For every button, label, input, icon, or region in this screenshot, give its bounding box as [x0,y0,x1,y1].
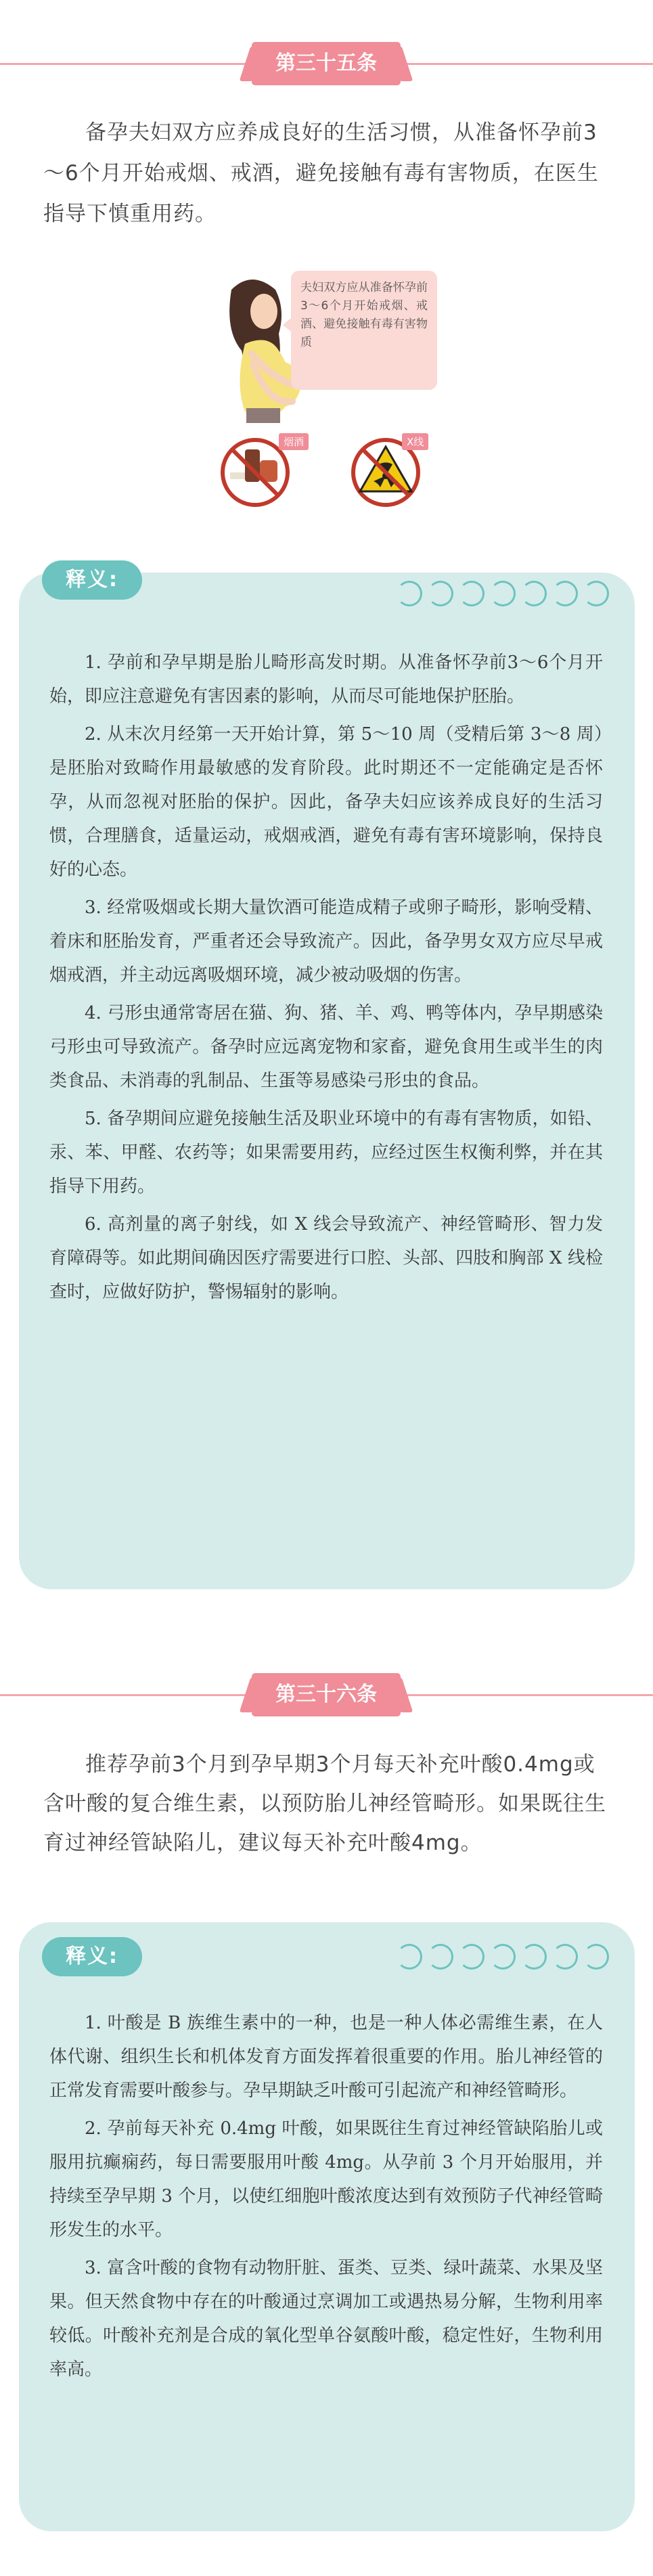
interpretation-paragraph: 3. 经常吸烟或长期大量饮酒可能造成精子或卵子畸形，影响受精、着床和胚胎发育，严重者还会导致流产。因此，备孕男女双方应尽早戒烟戒酒，并主动远离吸烟环境，减少被动吸烟的伤害。 [49,897,603,985]
interpretation-body [49,646,603,1313]
tag-divider-right [401,1694,653,1696]
article-36-interpretation-box [19,1922,635,2531]
speech-bubble: 夫妇双方应从准备怀孕前3～6个月开始戒烟、戒酒、避免接触有毒有害物质 [291,271,437,390]
article-36-title: 第三十六条 [252,1673,401,1716]
tag-divider-right [401,63,653,65]
interpretation-paragraph: 1. 叶酸是 B 族维生素中的一种，也是一种人体必需维生素，在人体代谢、组织生长和机体发育方面发挥着很重要的作用。胎儿神经管的正常发育需要叶酸参与。孕早期缺乏叶酸可引起流产和神经管畸形。 [49,2013,603,2101]
tag-divider-left [0,1694,252,1696]
interpretation-paragraph: 3. 富含叶酸的食物有动物肝脏、蛋类、豆类、绿叶蔬菜、水果及坚果。但天然食物中存在的叶酸通过烹调加工或遇热易分解，生物利用率较低。叶酸补充剂是合成的氧化型单谷氨酸叶酸，稳定性好，生物利用率高。 [49,2258,603,2380]
interpretation-title: 释义: [42,1937,142,1976]
interpretation-paragraph: 6. 高剂量的离子射线，如 X 线会导致流产、神经管畸形、智力发育障碍等。如此期间确因医疗需要进行口腔、头部、四肢和胸部 X 线检查时，应做好防护，警惕辐射的影响。 [49,1214,603,1302]
article-36-tag [0,1673,653,1716]
interpretation-paragraph: 4. 弓形虫通常寄居在猫、狗、猪、羊、鸡、鸭等体内，孕早期感染弓形虫可导致流产。备孕时应远离宠物和家畜，避免食用生或半生的肉类食品、未消毒的乳制品、生蛋等易感染弓形虫的食品。 [49,1003,603,1091]
xray-label: X线 [402,433,428,450]
article-36-intro: 推荐孕前3个月到孕早期3个月每天补充叶酸0.4mg或含叶酸的复合维生素，以预防胎儿神经管畸形。如果既往生育过神经管缺陷儿，建议每天补充叶酸4mg。 [43,1752,606,1855]
interpretation-paragraph: 2. 孕前每天补充 0.4mg 叶酸，如果既往生育过神经管缺陷胎儿或服用抗癫痫药，每日需要服用叶酸 4mg。从孕前 3 个月开始服用，并持续至孕早期 3 个月，以使红细胞叶酸浓度达到有效预防子代神经管畸形发生的水平。 [49,2118,603,2240]
decorative-dots [397,1944,640,1971]
interpretation-paragraph: 1. 孕前和孕早期是胎儿畸形高发时期。从准备怀孕前3～6个月开始，即应注意避免有害因素的影响，从而尽可能地保护胚胎。 [49,652,603,707]
interpretation-paragraph: 5. 备孕期间应避免接触生活及职业环境中的有毒有害物质，如铅、汞、苯、甲醛、农药等；如果需要用药，应经过医生权衡利弊，并在其指导下用药。 [49,1109,603,1197]
article-35-tag [0,42,653,85]
decorative-dots [397,581,640,608]
interpretation-paragraph: 2. 从末次月经第一天开始计算，第 5～10 周（受精后第 3～8 周）是胚胎对致畸作用最敏感的发育阶段。此时期还不一定能确定是否怀孕，从而忽视对胚胎的保护。因此，备孕夫妇应该养成良好的生活习惯，合理膳食，适量运动，戒烟戒酒，避免有毒有害环境影响，保持良好的心态。 [49,724,603,880]
smoke-drink-label: 烟酒 [279,433,309,450]
no-smoking-drinking-icon [223,440,288,505]
interpretation-body [49,2006,603,2391]
article-35-interpretation-box [19,568,635,1589]
article-35-title: 第三十五条 [252,42,401,85]
interpretation-title: 释义: [42,560,142,600]
article-35-intro: 备孕夫妇双方应养成良好的生活习惯，从准备怀孕前3～6个月开始戒烟、戒酒，避免接触有毒有害物质，在医生指导下慎重用药。 [43,120,599,226]
tag-divider-left [0,63,252,65]
